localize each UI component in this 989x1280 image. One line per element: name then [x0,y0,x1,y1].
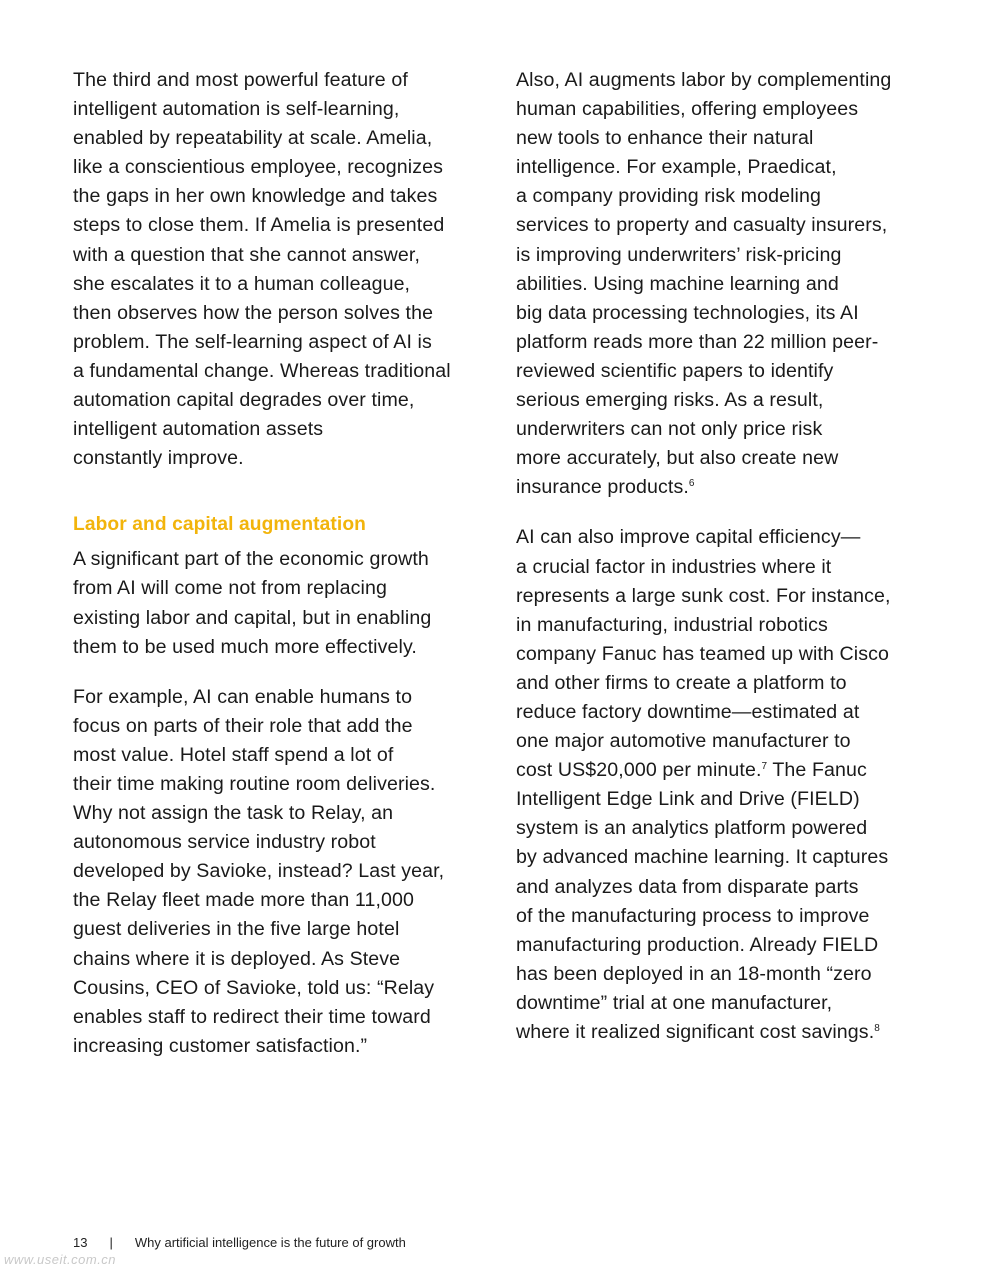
footer-title: Why artificial intelligence is the future of growth [134,1235,406,1250]
page-number: 13 [73,1235,88,1250]
watermark: www.useit.com.cn [4,1252,117,1267]
paragraph-economic-growth: A significant part of the economic growth from AI will come not from replacing existing labor and capital, but in enabling them to be used much more effectively. [73,548,432,658]
fanuc-text-a: AI can also improve capital efficiency— a crucial factor in industries where it represents a large sunk cost. For instance, in manufacturing, industrial robotics company Fanuc has teamed up with Cisco and other firms to create a platform to reduce factory downtime—estimated at one major automotive manufacturer to cost US$20,000 per minute. [516,526,891,782]
paragraph-self-learning: The third and most powerful feature of intelligent automation is self-learning, enabled by repeatability at scale. Amelia, like a conscientious employee, recognizes the gaps in her own knowledge and takes steps to close them. If Amelia is presented with a question that she cannot answer, she escalates it to a human colleague, then observes how the person solves the problem. The self-learning aspect of AI is a fundamental change. Whereas traditional automation capital degrades over time, intelligent automation assets constantly improve. [73,69,451,470]
praedicat-text: Also, AI augments labor by complementing human capabilities, offering employees new tools to enhance their natural intelligence. For example, Praedicat, a company providing risk modeling services to property and casualty insurers, is improving underwriters’ risk-pricing abilities. Using machine learning and big data processing technologies, its AI platform reads more than 22 million peer- reviewed scientific papers to identify serious emerging risks. As a result, underwriters can not only price risk more accurately, but also create new insurance products. [516,69,892,499]
right-column [516,66,926,1047]
page-footer [73,1235,406,1250]
footnote-ref-7: 7 [761,761,768,773]
paragraph-fanuc [516,523,926,1047]
footer-separator: | [109,1235,113,1250]
section-heading: Labor and capital augmentation [73,514,366,536]
paragraph-relay-example: For example, AI can enable humans to focus on parts of their role that add the most value. Hotel staff spend a lot of their time making routine room deliveries. Why not assign the task to Relay, an autonomous service industry robot developed by Savioke, instead? Last year, the Relay fleet made more than 11,000 guest deliveries in the five large hotel chains where it is deployed. As Steve Cousins, CEO of Savioke, told us: “Relay enables staff to redirect their time toward increasing customer satisfaction.” [73,685,445,1057]
footnote-ref-6: 6 [688,478,695,490]
fanuc-text-b: The Fanuc Intelligent Edge Link and Drive (FIELD) system is an analytics platform powered by advanced machine learning. It captures and analyzes data from disparate parts of the manufacturing process to improve manufacturing production. Already FIELD has been deployed in an 18-month “zero downtime” trial at one manufacturer, where it realized significant cost savings. [516,759,889,1043]
left-column [73,66,493,1061]
footnote-ref-8: 8 [874,1023,880,1034]
paragraph-praedicat [516,66,926,502]
